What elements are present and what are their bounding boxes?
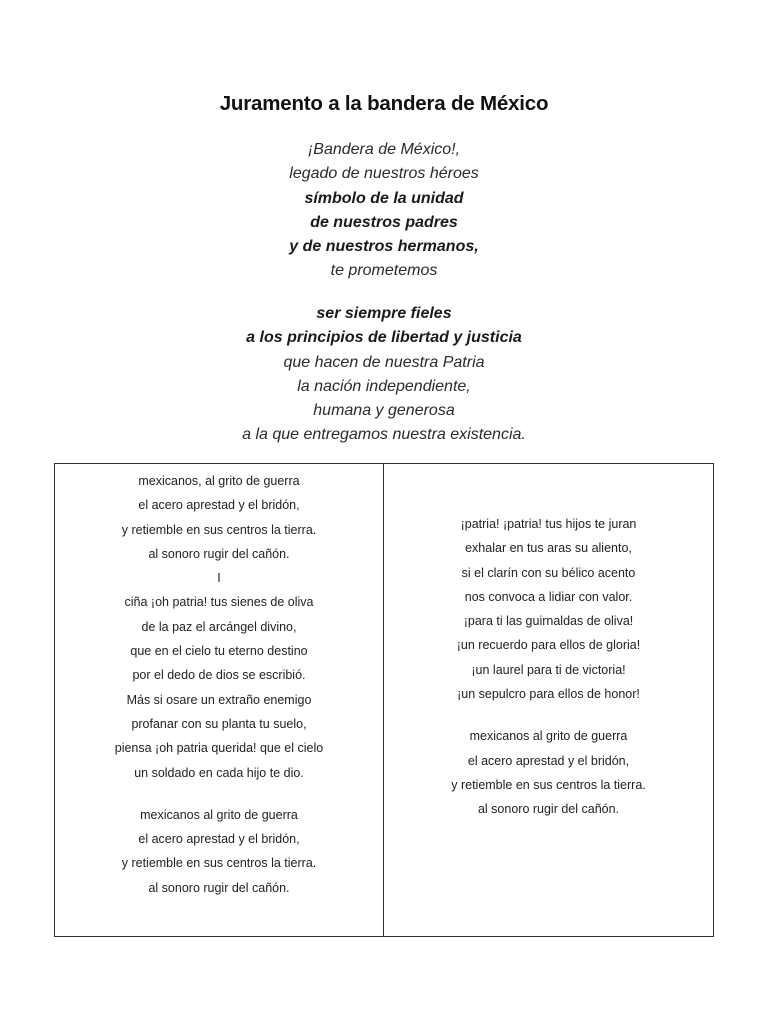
anthem-line: por el dedo de dios se escribió. xyxy=(132,668,306,683)
anthem-line: exhalar en tus aras su aliento, xyxy=(465,541,632,556)
oath-line: te prometemos xyxy=(330,262,438,280)
anthem-line: mexicanos, al grito de guerra xyxy=(138,474,300,488)
oath-line: la nación independiente, xyxy=(297,377,471,395)
chorus-line: el acero aprestad y el bridón, xyxy=(467,753,630,768)
chorus-line: el acero aprestad y el bridón, xyxy=(138,832,300,847)
chorus-line: al sonoro rugir del cañón. xyxy=(477,802,620,817)
anthem-line: ¡para ti las guirnaldas de oliva! xyxy=(463,614,634,629)
anthem-line: Más si osare un extraño enemigo xyxy=(126,692,312,707)
chorus-line: mexicanos al grito de guerra xyxy=(469,729,628,744)
oath-line: que hacen de nuestra Patria xyxy=(283,353,485,371)
anthem-line: piensa ¡oh patria querida! que el cielo xyxy=(114,741,324,756)
oath-line: ¡Bandera de México!, xyxy=(307,141,461,158)
anthem-column-left xyxy=(55,464,384,936)
oath-line-bold: de nuestros padres xyxy=(310,213,458,231)
anthem-line: de la paz el arcángel divino, xyxy=(141,619,297,634)
oath-line-bold: ser siempre fieles xyxy=(316,305,452,322)
oath-line: a la que entregamos nuestra existencia. xyxy=(242,426,526,444)
oath-stanza-2 xyxy=(0,302,768,448)
anthem-line: si el clarín con su bélico acento xyxy=(461,565,636,580)
chorus-line: y retiemble en sus centros la tierra. xyxy=(451,777,646,792)
anthem-line: ¡un sepulcro para ellos de honor! xyxy=(457,687,640,702)
stanza-gap xyxy=(384,706,713,724)
anthem-line: profanar con su planta tu suelo, xyxy=(131,716,307,731)
oath-line-bold: símbolo de la unidad xyxy=(304,189,464,207)
page-title: Juramento a la bandera de México xyxy=(219,92,549,115)
anthem-line: ¡un recuerdo para ellos de gloria! xyxy=(456,638,641,653)
anthem-column-right xyxy=(384,464,713,936)
chorus-line: al sonoro rugir del cañón. xyxy=(148,880,290,895)
chorus-line: y retiemble en sus centros la tierra. xyxy=(121,856,317,871)
anthem-line: ¡un laurel para ti de victoria! xyxy=(471,662,626,677)
anthem-line: que en el cielo tu eterno destino xyxy=(130,644,308,659)
anthem-table xyxy=(54,463,714,937)
anthem-line: el acero aprestad y el bridón, xyxy=(138,498,300,513)
anthem-line: ¡patria! ¡patria! tus hijos te juran xyxy=(460,517,637,531)
oath-stanza-1 xyxy=(0,138,768,284)
oath-line: legado de nuestros héroes xyxy=(289,165,479,183)
stanza-gap xyxy=(55,785,383,803)
oath-line-bold: a los principios de libertad y justicia xyxy=(246,329,522,347)
chorus-line: mexicanos al grito de guerra xyxy=(140,807,298,822)
anthem-line: al sonoro rugir del cañón. xyxy=(148,546,290,561)
anthem-line: y retiemble en sus centros la tierra. xyxy=(121,522,317,537)
anthem-line: nos convoca a lidiar con valor. xyxy=(464,589,633,604)
oath-line: humana y generosa xyxy=(313,402,455,420)
stanza-numeral: I xyxy=(217,571,221,586)
anthem-line: un soldado en cada hijo te dio. xyxy=(134,765,304,780)
anthem-line: ciña ¡oh patria! tus sienes de oliva xyxy=(124,595,314,610)
oath-line-bold: y de nuestros hermanos, xyxy=(289,238,479,256)
